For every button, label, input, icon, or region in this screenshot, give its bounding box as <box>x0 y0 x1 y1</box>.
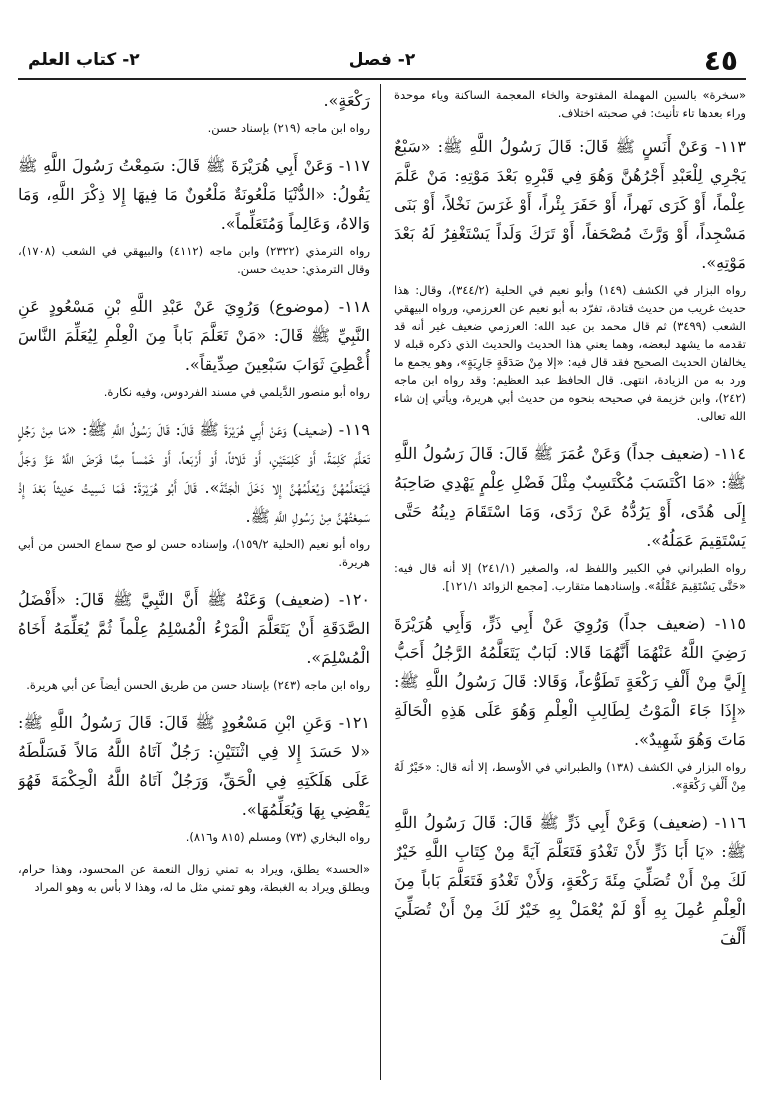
column-divider <box>380 84 381 1080</box>
hadith-source: رواه البخاري (٧٣) ومسلم (٨١٥ و٨١٦). <box>185 830 370 844</box>
hadith-source: رواه الترمذي (٢٣٢٢) وابن ماجه (٤١١٢) والبيهقي في الشعب (١٧٠٨)، وقال الترمذي: حديث حسن. <box>18 244 370 276</box>
hadith-entry <box>18 585 370 694</box>
hadith-entry <box>394 439 746 595</box>
hadith-source: رواه البزار في الكشف (١٤٩) وأبو نعيم في الحلية (٣٤٤/٢)، وقال: هذا حديث غريب من حديث قتادة، تفرّد به أبو نعيم عن العرزمي، ورواه البيهقي الشعب (٣٤٩٩) ثم قال محمد بن عبد الله: العرزمي ضعيف غير أنه قد تقدمه ما يشهد لبعضه، وهما يعني هذا الحديث والحديث الذي ذكره قبله لا يخالفان الحديث الصحيح فقد قال فيه: «إلا مِنْ صَدَقَةٍ جَارِيَةٍ»، وهو يجمع ما ورد به من الزيادة، انتهى. قال الحافظ عبد العظيم: وقد رواه ابن ماجه (٢٤٢)، وابن خزيمة في صحيحه بنحوه من حديث أبي هريرة، ويأتي إن شاء الله تعالى. <box>394 283 746 423</box>
hadith-entry <box>18 708 370 846</box>
hadith-entry <box>394 808 746 953</box>
hadith-text: ١١٩- (ضعيف) وَعَنْ أَبِي هُرَيْرَةَ ﷺ قَالَ: قَالَ رَسُولُ اللَّهِ ﷺ: «مَا مِنْ رَجُلٍ تَعَلَّمَ كَلِمَةً، أَوْ كَلِمَتَيْنِ، أَوْ ثَلاثاً، أَوْ أَرْبَعاً، أَوْ خَمْساً مِمَّا فَرَضَ اللَّهُ عَزَّ وَجَلَّ فَيَتَعَلَّمُهُنَّ وَيُعَلِّمُهُنَّ إِلا دَخَلَ الْجَنَّةَ». قَالَ أَبُو هُرَيْرَةَ: فَمَا نَسِيتُ حَدِيثاً بَعْدَ إِذْ سَمِعْتُهُنَّ مِنْ رَسُولِ اللَّهِ ﷺ. <box>18 420 370 526</box>
hadith-entry <box>18 151 370 278</box>
hadith-source: رواه ابن ماجه (٢١٩) بإسناد حسن. <box>207 121 370 135</box>
hadith-text: ١١٧- وَعَنْ أَبِي هُرَيْرَةَ ﷺ قَالَ: سَمِعْتُ رَسُولَ اللَّهِ ﷺ يَقُولُ: «الدُّنْيَا مَلْعُونَةٌ مَلْعُونٌ مَا فِيهَا إِلا ذِكْرَ اللَّهِ، وَمَا وَالاهُ، وَعَالِماً وَمُتَعَلِّماً». <box>18 156 370 233</box>
hadith-source: رواه أبو منصور الدَّيلمي في مسند الفردوس، وفيه نكارة. <box>103 385 370 399</box>
section-title: ٢- فصل <box>348 50 416 70</box>
hadith-text: ١٢١- وَعَنِ ابْنِ مَسْعُودٍ ﷺ قَالَ: قَالَ رَسُولُ اللَّهِ ﷺ: «لا حَسَدَ إِلا فِي اثْنَتَيْنِ: رَجُلٌ آتَاهُ اللَّهُ مَالاً فَسَلَّطَهُ عَلَى هَلَكَتِهِ فِي الْحَقِّ، وَرَجُلٌ آتَاهُ اللَّهُ الْحِكْمَةَ فَهُوَ يَقْضِي بِهَا وَيُعَلِّمُهَا». <box>18 713 370 819</box>
hadith-source: رواه البزار في الكشف (١٣٨) والطبراني في الأوسط، إلا أنه قال: «خَيْرٌ لَهُ مِنْ أَلْفِ رَكْعَةٍ». <box>394 760 746 792</box>
hadith-text: ١١٤- (ضعيف جداً) وَعَنْ عُمَرَ ﷺ قَالَ: قَالَ رَسُولُ اللَّهِ ﷺ: «مَا اكْتَسَبَ مُكْتَسِبٌ مِثْلَ فَضْلِ عِلْمٍ يَهْدِي صَاحِبَهُ إِلَى هُدًى، أَوْ يَرُدُّهُ عَنْ رَدًى، وَمَا اسْتَقَامَ دِينُهُ حَتَّى يَسْتَقِيمَ عَمَلُهُ». <box>394 444 746 550</box>
hadith-source: رواه أبو نعيم (الحلية ١٥٩/٢)، وإسناده حسن لو صح سماع الحسن من أبي هريرة. <box>18 537 370 569</box>
page-header <box>18 46 746 80</box>
footnote: «الحسد» يطلق، ويراد به تمني زوال النعمة عن المحسود، وهذا حرام، ويطلق ويراد به الغبطة، وهو تمني مثل ما له، وهذا لا بأس به وهو المراد <box>18 862 370 894</box>
hadith-entry <box>18 292 370 401</box>
hadith-entry <box>18 415 370 571</box>
hadith-text: ١١٦- (ضعيف) وَعَنْ أَبِي ذَرٍّ ﷺ قَالَ: قَالَ رَسُولُ اللَّهِ ﷺ: «يَا أَبَا ذَرٍّ لأَنْ تَغْدُوَ فَتَعَلَّمَ آيَةً مِنْ كِتَابِ اللَّهِ خَيْرٌ لَكَ مِنْ أَنْ تُصَلِّيَ مِئَةَ رَكْعَةٍ، وَلأَنْ تَغْدُوَ فَتَعَلَّمَ بَاباً مِنَ الْعِلْمِ عُمِلَ بِهِ أَوْ لَمْ يُعْمَلْ بِهِ خَيْرٌ لَكَ مِنْ أَنْ تُصَلِّيَ أَلْفَ <box>394 813 746 948</box>
top-note: «سخرة» بالسين المهملة المفتوحة والخاء المعجمة الساكنة وياء موحدة وراء بعدها تاء تأنيث: في صحبته اختلاف. <box>394 88 746 120</box>
hadith-text: ١١٥- (ضعيف جداً) وَرُوِيَ عَنْ أَبِي ذَرٍّ، وَأَبِي هُرَيْرَةَ رَضِيَ اللَّهُ عَنْهُمَا أَنَّهُمَا قَالا: لَبَابٌ يَتَعَلَّمُهُ الرَّجُلُ أَحَبُّ إِلَيَّ مِنْ أَلْفِ رَكْعَةٍ تَطَوُّعاً، وَقَالا: قَالَ رَسُولُ اللَّهِ ﷺ: «إِذَا جَاءَ الْمَوْتُ لِطَالِبِ الْعِلْمِ وَهُوَ عَلَى هَذِهِ الْحَالَةِ مَاتَ وَهُوَ شَهِيدٌ». <box>394 614 746 749</box>
left-column <box>18 86 370 1080</box>
hadith-source: رواه ابن ماجه (٢٤٣) بإسناد حسن من طريق الحسن أيضاً عن أبي هريرة. <box>26 678 370 692</box>
continuation-text: رَكْعَةٍ». <box>323 91 370 110</box>
hadith-source: رواه الطبراني في الكبير واللفظ له، والصغير (٢٤١/١) إلا أنه قال فيه: «حَتَّى يَسْتَقِيمَ عَقْلُهُ». وإسنادهما متقارب. [مجمع الزوائد ١٢١/١]. <box>394 561 746 593</box>
hadith-entry <box>394 609 746 794</box>
hadith-text: ١١٨- (موضوع) وَرُوِيَ عَنْ عَبْدِ اللَّهِ بْنِ مَسْعُودٍ عَنِ النَّبِيِّ ﷺ قَالَ: «مَنْ تَعَلَّمَ بَاباً مِنَ الْعِلْمِ لِيُعَلِّمَ النَّاسَ أُعْطِيَ ثَوَابَ سَبْعِينَ صِدِّيقاً». <box>18 297 370 374</box>
hadith-text: ١٢٠- (ضعيف) وَعَنْهُ ﷺ أَنَّ النَّبِيَّ ﷺ قَالَ: «أَفْضَلُ الصَّدَقَةِ أَنْ يَتَعَلَّمَ الْمَرْءُ الْمُسْلِمُ عِلْماً ثُمَّ يُعَلِّمَهُ أَخَاهُ الْمُسْلِمَ». <box>18 590 370 667</box>
right-column <box>394 86 746 1080</box>
book-title: ٢- كتاب العلم <box>28 50 140 70</box>
hadith-entry <box>394 132 746 425</box>
hadith-text: ١١٣- وَعَنْ أَنَسٍ ﷺ قَالَ: قَالَ رَسُولُ اللَّهِ ﷺ: «سَبْعٌ يَجْرِي لِلْعَبْدِ أَجْرُهُنَّ وَهُوَ فِي قَبْرِهِ بَعْدَ مَوْتِهِ: مَنْ عَلَّمَ عِلْماً، أَوْ كَرَى نَهراً، أَوْ حَفَرَ بِئْراً، أَوْ غَرَسَ نَخْلاً، أَوْ بَنَى مَسْجِداً، أَوْ وَرَّثَ مُصْحَفاً، أَوْ تَرَكَ وَلَداً يَسْتَغْفِرُ لَهُ بَعْدَ مَوْتِهِ». <box>394 137 746 272</box>
page-number: ٤٥ <box>703 44 738 77</box>
